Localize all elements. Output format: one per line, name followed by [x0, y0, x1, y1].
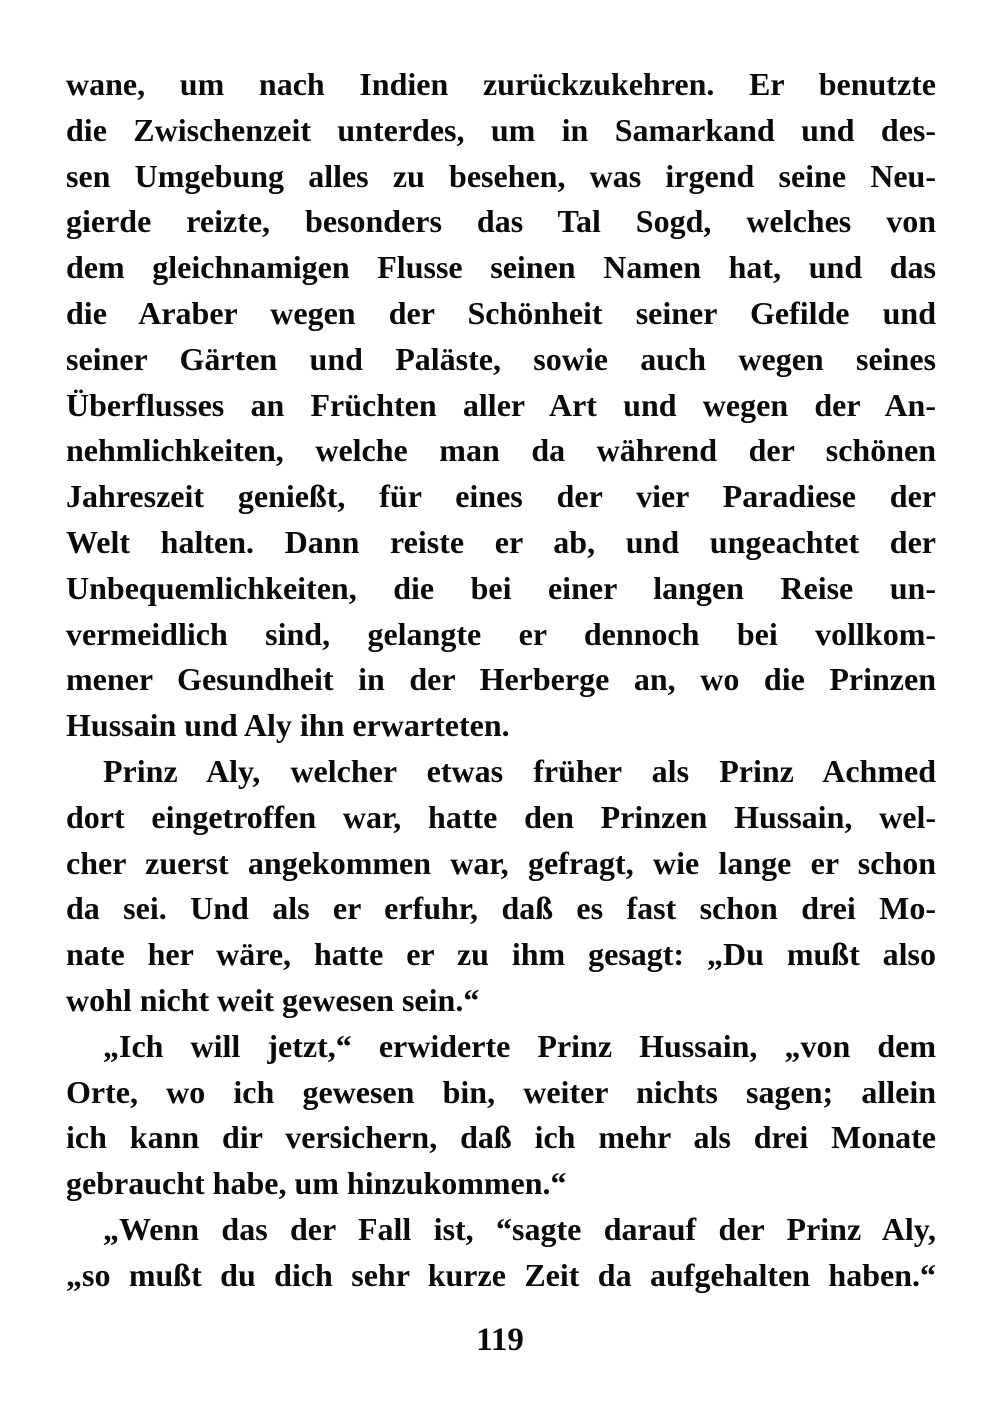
- paragraph: [66, 1024, 936, 1207]
- text-line: „Ich will jetzt,“ erwiderte Prinz Hussain, „von dem: [103, 1027, 936, 1064]
- text-line: Hussain und Aly ihn erwarteten.: [66, 707, 510, 744]
- text-block: [66, 62, 936, 1299]
- page-number: 119: [476, 1322, 524, 1358]
- paragraph: [66, 1207, 936, 1299]
- text-line: Welt halten. Dann reiste er ab, und ungeachtet der: [66, 523, 936, 560]
- text-line: mener Gesundheit in der Herberge an, wo die Prinzen: [66, 661, 936, 698]
- text-line: gierde reizte, besonders das Tal Sogd, welches von: [66, 203, 936, 240]
- text-line: sen Umgebung alles zu besehen, was irgend seine Neu-: [66, 157, 936, 194]
- text-line: wohl nicht weit gewesen sein.“: [66, 981, 480, 1018]
- text-line: da sei. Und als er erfuhr, daß es fast schon drei Mo-: [66, 890, 936, 927]
- paragraph: [66, 62, 936, 749]
- text-line: nehmlichkeiten, welche man da während der schönen: [66, 432, 936, 469]
- text-line: die Zwischenzeit unterdes, um in Samarkand und des-: [66, 111, 936, 148]
- text-line: Jahreszeit genießt, für eines der vier Paradiese der: [66, 478, 936, 515]
- text-line: dem gleichnamigen Flusse seinen Namen hat, und das: [66, 249, 936, 286]
- text-line: Überflusses an Früchten aller Art und wegen der An-: [66, 386, 936, 423]
- text-line: ich kann dir versichern, daß ich mehr als drei Monate: [66, 1119, 936, 1156]
- text-line: seiner Gärten und Paläste, sowie auch wegen seines: [66, 340, 936, 377]
- text-line: wane, um nach Indien zurückzukehren. Er benutzte: [66, 66, 936, 102]
- text-line: Orte, wo ich gewesen bin, weiter nichts sagen; allein: [66, 1073, 936, 1110]
- text-line: nate her wäre, hatte er zu ihm gesagt: „Du mußt also: [66, 936, 936, 973]
- text-line: die Araber wegen der Schönheit seiner Gefilde und: [66, 294, 936, 331]
- text-line: „Wenn das der Fall ist, “sagte darauf der Prinz Aly,: [103, 1210, 936, 1247]
- text-line: gebraucht habe, um hinzukommen.“: [66, 1165, 567, 1202]
- text-line: Unbequemlichkeiten, die bei einer langen Reise un-: [66, 569, 936, 606]
- text-line: „so mußt du dich sehr kurze Zeit da aufgehalten haben.“: [66, 1256, 936, 1293]
- text-line: Prinz Aly, welcher etwas früher als Prinz Achmed: [103, 752, 936, 789]
- text-line: cher zuerst angekommen war, gefragt, wie lange er schon: [66, 844, 936, 881]
- text-line: vermeidlich sind, gelangte er dennoch bei vollkom-: [66, 615, 936, 652]
- text-line: dort eingetroffen war, hatte den Prinzen Hussain, wel-: [66, 798, 936, 835]
- paragraph: [66, 749, 936, 1024]
